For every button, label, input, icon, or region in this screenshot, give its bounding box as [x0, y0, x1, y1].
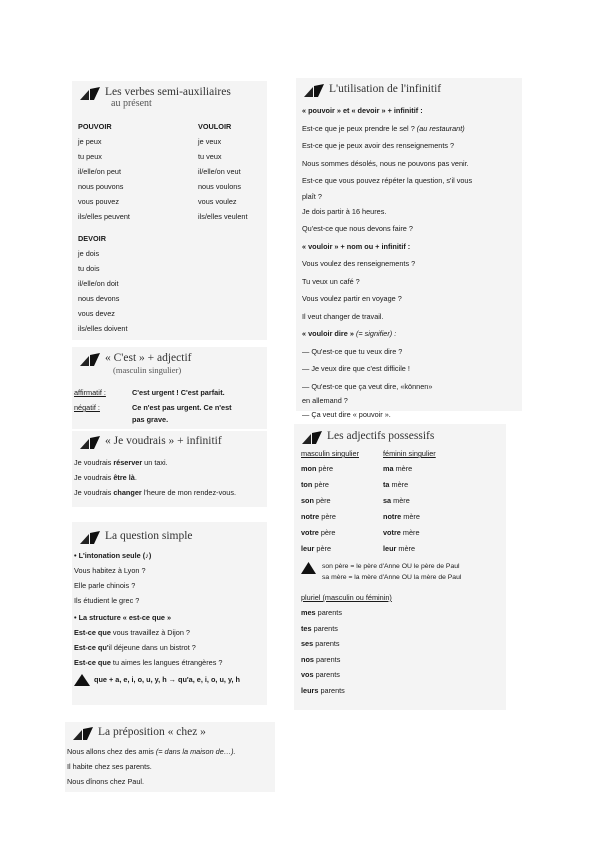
example-line: Est-ce que vous pouvez répéter la question, s'il vous: [302, 176, 473, 185]
header-mark-icon: [80, 436, 102, 449]
example-line: Elle parle chinois ?: [74, 581, 136, 590]
subsection-heading: « pouvoir » et « devoir » + infinitif :: [302, 106, 423, 115]
table-row: son père sa mère: [301, 496, 410, 505]
dialogue-line: en allemand ?: [302, 396, 348, 405]
conjugation-line: tu dois: [78, 264, 100, 273]
subsection-heading: « vouloir » + nom ou + infinitif :: [302, 241, 411, 251]
conjugation-line: ils/elles veulent: [198, 212, 248, 221]
column-header-masculine: masculin singulier: [301, 449, 359, 458]
conjugation-line: nous pouvons: [78, 182, 124, 191]
list-item: leurs parents: [301, 685, 345, 695]
section-title: Les verbes semi-auxiliaires: [105, 86, 231, 98]
conjugation-line: nous voulons: [198, 182, 242, 191]
affirmative-label: affirmatif :: [74, 388, 106, 397]
warning-triangle-icon: [74, 674, 90, 686]
column-header-feminine: féminin singulier: [383, 449, 436, 458]
section-title: L'utilisation de l'infinitif: [329, 83, 442, 95]
subsection-heading: • La structure « est-ce que »: [74, 613, 172, 622]
conjugation-line: vous pouvez: [78, 197, 119, 206]
section-title: « Je voudrais » + infinitif: [105, 435, 222, 447]
devoir-column: [78, 231, 127, 336]
conjugation-line: nous devons: [78, 294, 120, 303]
card-infinitive-use: [296, 78, 522, 419]
example-line: Il veut changer de travail.: [302, 311, 384, 321]
table-row: notre père notre mère: [301, 512, 420, 521]
card-preposition-chez: [65, 722, 275, 792]
conjugation-line: ils/elles doivent: [78, 324, 128, 333]
section-title: La préposition « chez »: [98, 726, 206, 738]
example-line: Est-ce qu'il déjeune dans un bistrot ?: [74, 643, 196, 652]
table-row: ton père ta mère: [301, 480, 409, 489]
example-line: Vous habitez à Lyon ?: [74, 566, 146, 575]
example-line: Il habite chez ses parents.: [67, 762, 152, 771]
list-item: tes parents: [301, 623, 338, 633]
dialogue-line: — Qu'est-ce que tu veux dire ?: [302, 346, 403, 356]
negative-example: Ce n'est pas urgent. Ce n'est: [132, 403, 232, 412]
list-item: ses parents: [301, 639, 340, 648]
table-header: [301, 446, 501, 461]
section-title: Les adjectifs possessifs: [327, 430, 435, 442]
card-semi-auxiliary-verbs: [72, 81, 267, 340]
section-header: [80, 352, 191, 376]
negative-example-cont: pas grave.: [132, 415, 169, 424]
conjugation-line: je peux: [78, 137, 102, 146]
example-line: plaît ?: [302, 191, 322, 201]
example-line: Tu veux un café ?: [302, 276, 360, 286]
dialogue-line: — Ça veut dire « pouvoir ».: [302, 410, 391, 419]
header-mark-icon: [73, 727, 95, 740]
conjugation-line: je dois: [78, 249, 100, 258]
table-row: mon père ma mère: [301, 464, 413, 473]
note-line: son père = le père d'Anne OU le père de Paul: [322, 563, 460, 570]
card-je-voudrais: [72, 431, 267, 507]
header-mark-icon: [302, 431, 324, 444]
table-row: votre père votre mère: [301, 528, 420, 537]
table-row: leur père leur mère: [301, 544, 416, 553]
example-line: Nous sommes désolés, nous ne pouvons pas venir.: [302, 158, 469, 168]
example-line: Vous voulez partir en voyage ?: [302, 294, 402, 303]
section-title: La question simple: [105, 530, 193, 542]
header-mark-icon: [304, 84, 326, 97]
conjugation-line: vous voulez: [198, 197, 237, 206]
list-item: mes parents: [301, 608, 342, 617]
warning-triangle-icon: [301, 562, 316, 574]
section-title: « C'est » + adjectif: [105, 352, 192, 364]
example-line: Nous dînons chez Paul.: [67, 777, 145, 786]
dialogue-line: — Je veux dire que c'est difficile !: [302, 364, 410, 373]
conjugation-line: il/elle/on peut: [78, 167, 122, 176]
section-header: [304, 83, 441, 97]
elision-rule: que + a, e, i, o, u, y, h → qu'a, e, i, o, u, y, h: [94, 675, 241, 684]
note: [301, 561, 501, 583]
example-line: Qu'est-ce que nous devons faire ?: [302, 224, 413, 233]
section-subtitle: (masculin singulier): [113, 365, 182, 375]
section-subtitle: au présent: [111, 98, 152, 109]
example-line: Vous voulez des renseignements ?: [302, 259, 416, 268]
header-mark-icon: [80, 87, 102, 100]
verb-heading: VOULOIR: [198, 122, 232, 131]
list-item: vos parents: [301, 670, 340, 679]
verb-heading: DEVOIR: [78, 234, 106, 243]
example-line: Ils étudient le grec ?: [74, 596, 140, 605]
example-line: Nous allons chez des amis (= dans la maison de…).: [67, 747, 236, 756]
conjugation-line: il/elle/on doit: [78, 279, 119, 288]
header-mark-icon: [80, 353, 102, 366]
example-line: Est-ce que je peux prendre le sel ? (au restaurant): [302, 123, 465, 133]
card-simple-question: [72, 522, 267, 705]
verb-heading: POUVOIR: [78, 122, 112, 131]
example-line: Est-ce que vous travaillez à Dijon ?: [74, 628, 190, 637]
conjugation-line: vous devez: [78, 309, 115, 318]
conjugation-line: tu peux: [78, 152, 102, 161]
example-line: Je dois partir à 16 heures.: [302, 206, 387, 216]
pouvoir-column: [78, 119, 130, 224]
section-header: [73, 726, 206, 740]
example-line: Je voudrais être là.: [74, 473, 137, 482]
list-item: nos parents: [301, 654, 341, 664]
example-line: Est-ce que je peux avoir des renseignements ?: [302, 141, 455, 150]
subsection-heading: « vouloir dire » (= signifier) :: [302, 329, 397, 338]
dialogue-line: — Qu'est-ce que ça veut dire, «können»: [302, 381, 433, 391]
section-header: [80, 435, 222, 449]
card-cest-adjective: [72, 347, 267, 429]
conjugation-line: ils/elles peuvent: [78, 212, 130, 221]
conjugation-line: je veux: [198, 137, 222, 146]
section-header: [302, 430, 434, 444]
example-line: Je voudrais changer l'heure de mon rendez-vous.: [74, 488, 237, 497]
card-possessive-adjectives: [294, 424, 506, 710]
vouloir-column: [198, 119, 247, 224]
section-header: [80, 86, 231, 110]
affirmative-example: C'est urgent ! C'est parfait.: [132, 388, 225, 397]
conjugation-line: tu veux: [198, 152, 222, 161]
header-mark-icon: [80, 531, 102, 544]
subsection-heading: • L'intonation seule (♪): [74, 551, 152, 560]
conjugation-line: il/elle/on veut: [198, 167, 241, 176]
section-header: [80, 530, 193, 544]
plural-heading: pluriel (masculin ou féminin): [301, 593, 392, 602]
example-line: Est-ce que tu aimes les langues étrangères ?: [74, 658, 223, 667]
example-line: Je voudrais réserver un taxi.: [74, 458, 168, 467]
note-line: sa mère = la mère d'Anne OU la mère de Paul: [322, 574, 462, 581]
negative-label: négatif :: [74, 403, 100, 412]
